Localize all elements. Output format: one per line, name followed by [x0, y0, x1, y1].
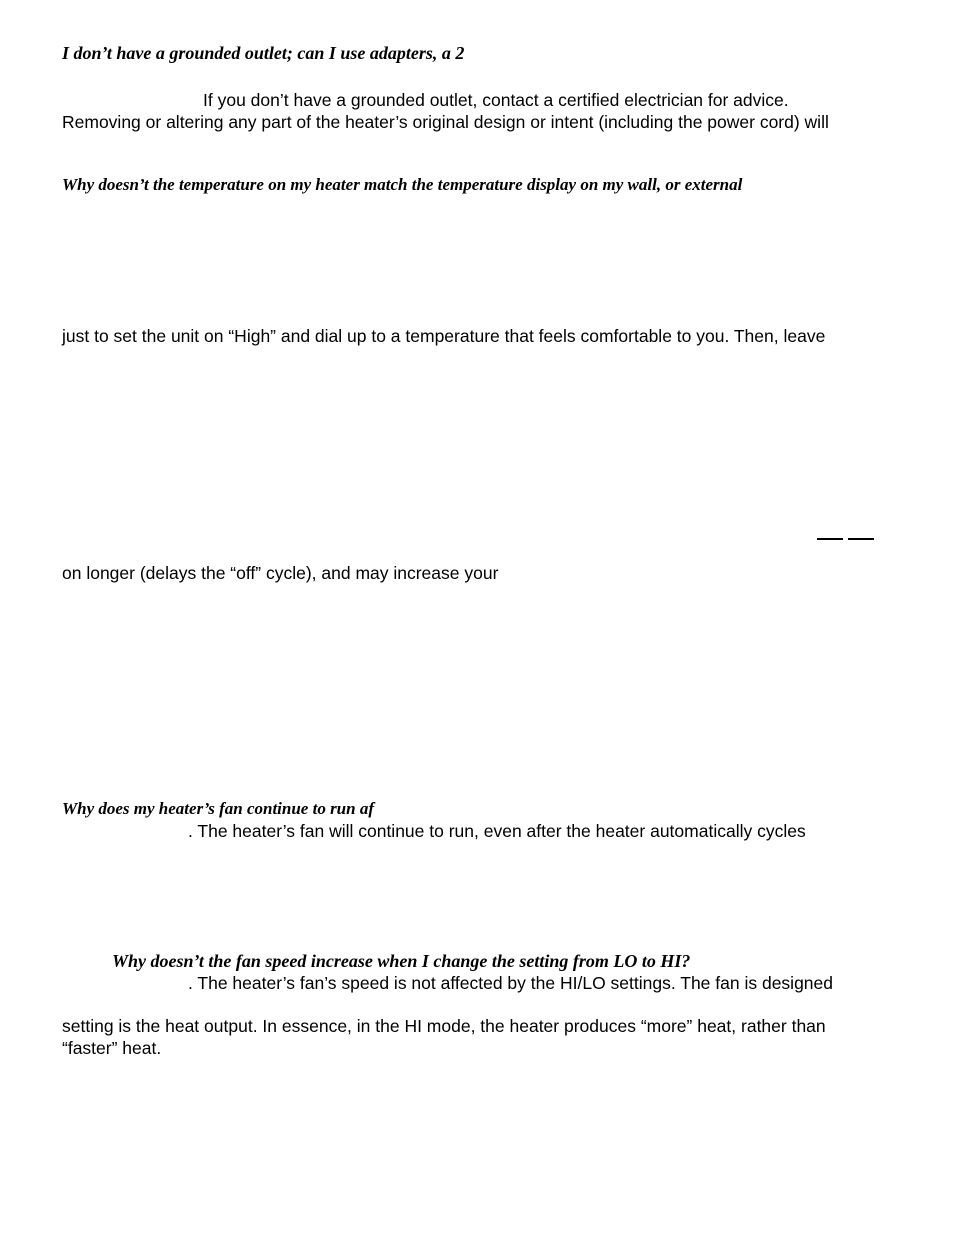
faq-answer-fan-speed-line-3: “faster” heat. [62, 1038, 162, 1058]
faq-question-fan-continues: Why does my heater’s fan continue to run af [62, 799, 375, 818]
faq-question-grounded-outlet: I don’t have a grounded outlet; can I use adapters, a 2 [62, 43, 465, 63]
faq-answer-fan-continues-line-1: . The heater’s fan will continue to run, even after the heater automatically cycles [188, 821, 806, 841]
faq-answer-temperature-mismatch-line-2: on longer (delays the “off” cycle), and may increase your [62, 563, 499, 583]
faq-question-fan-speed: Why doesn’t the fan speed increase when I change the setting from LO to HI? [112, 951, 691, 971]
faq-answer-grounded-outlet-line-1: If you don’t have a grounded outlet, contact a certified electrician for advice. [203, 90, 789, 110]
faq-answer-fan-speed-line-1: . The heater’s fan’s speed is not affected by the HI/LO settings. The fan is designed [188, 973, 833, 993]
faq-answer-temperature-mismatch-line-1: just to set the unit on “High” and dial up to a temperature that feels comfortable to you. Then, leave [62, 326, 826, 346]
faq-answer-fan-speed-line-2: setting is the heat output. In essence, in the HI mode, the heater produces “more” heat, rather than [62, 1016, 826, 1036]
faq-question-temperature-mismatch: Why doesn’t the temperature on my heater match the temperature display on my wall, or external [62, 175, 743, 194]
em-dash-mark [848, 538, 874, 540]
em-dash-mark [817, 538, 843, 540]
faq-answer-grounded-outlet-line-2: Removing or altering any part of the heater’s original design or intent (including the power cord) will [62, 112, 829, 132]
